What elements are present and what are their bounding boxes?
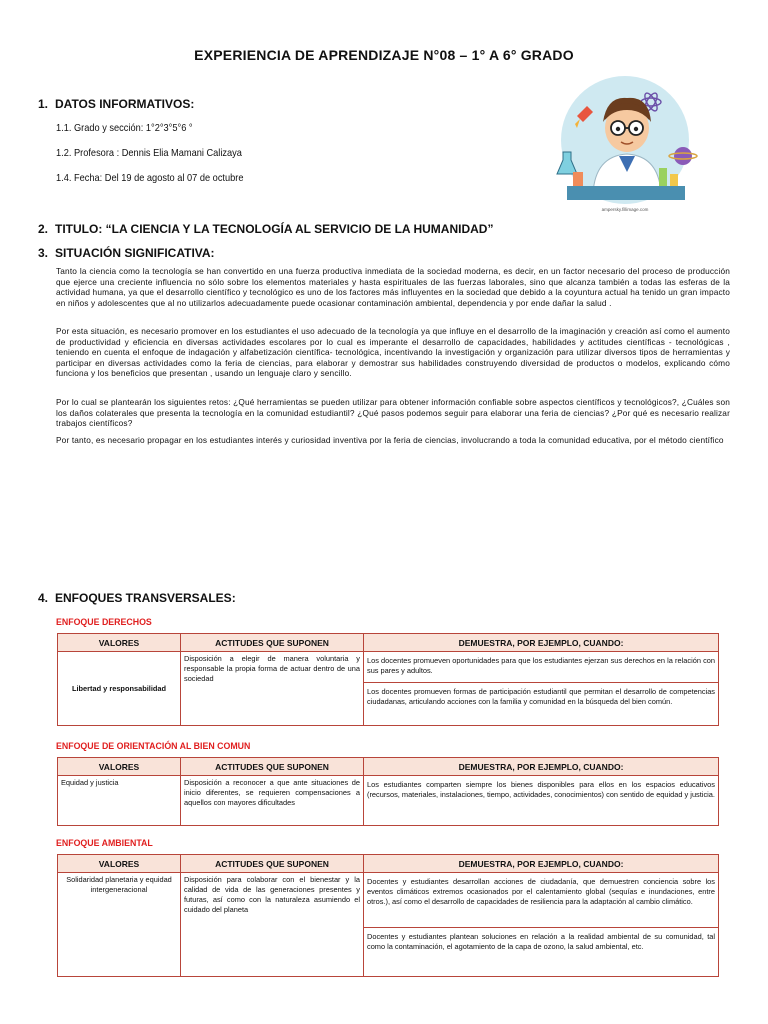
- section-situacion: [38, 246, 215, 260]
- demuestra-cell: Docentes y estudiantes desarrollan acciones de ciudadanía, que demuestren conciencia sobre los eventos climáticos extremos ocasionados por el calentamiento global (sequías e inundaciones, entre otros.), así como el desarrollo de capacidades de resiliencia para la adaptación al cambio climático.: [364, 873, 719, 928]
- situacion-paragraph-4: Por tanto, es necesario propagar en los estudiantes interés y curiosidad inventiva por la feria de ciencias, involucrando a toda la comunidad educativa, por el método científico: [56, 435, 724, 445]
- header-demuestra: DEMUESTRA, POR EJEMPLO, CUANDO:: [364, 758, 719, 776]
- header-demuestra: DEMUESTRA, POR EJEMPLO, CUANDO:: [364, 634, 719, 652]
- header-actitudes: ACTITUDES QUE SUPONEN: [181, 855, 364, 873]
- section-number: 1.: [38, 97, 49, 111]
- scientist-image: [547, 76, 703, 216]
- table-header-row: [58, 758, 719, 776]
- situacion-paragraph-3: Por lo cual se plantearán los siguientes retos: ¿Qué herramientas se pueden utilizar para obtener información confiable sobre aspectos científicos y tecnológicos?, ¿Cuáles son los daños colaterales que presenta la tecnología en la comunidad estudiantil? ¿Qué pasos podemos seguir para elaborar una feria de ciencias? ¿Por qué es necesario realizar trabajos científicos?: [56, 397, 730, 429]
- demuestra-cell: Los docentes promueven formas de participación estudiantil que permitan el desarrollo de competencias ciudadanas, articulando acciones con la familia y comunidad en la búsqueda del bien común.: [364, 683, 719, 726]
- header-demuestra: DEMUESTRA, POR EJEMPLO, CUANDO:: [364, 855, 719, 873]
- header-valores: VALORES: [58, 855, 181, 873]
- demuestra-cell: Docentes y estudiantes plantean soluciones en relación a la realidad ambiental de su comunidad, tal como la contaminación, el agotamiento de la capa de ozono, la salud ambiental, etc.: [364, 928, 719, 977]
- enfoque-ambiental-label: ENFOQUE AMBIENTAL: [56, 838, 153, 848]
- enfoque-derechos-label: ENFOQUE DERECHOS: [56, 617, 152, 627]
- header-actitudes: ACTITUDES QUE SUPONEN: [181, 634, 364, 652]
- situacion-paragraph-2: Por esta situación, es necesario promover en los estudiantes el uso adecuado de la tecnología ya que influye en el desarrollo de la imaginación y creación así como el aumento de productividad y eficiencia en diversas actividades escolares por lo cual es imperante el desarrollo de capacidades, habilidades y actitudes científicas - tecnológicas , teniendo en cuenta el enfoque de indagación y alfabetización científica- tecnológica, incentivando la investigación y organización para utilizar diversos tipos de herramientas y participar en diversas actividades como la feria de ciencias, para elaborar y demostrar sus habilidades construyendo diversidad de productos o modelos, explicando cómo funciona y los beneficios que presentan , usando un lenguaje claro y sencillo.: [56, 326, 730, 379]
- demuestra-cell: Los docentes promueven oportunidades para que los estudiantes ejerzan sus derechos en la relación con sus pares y adultos.: [364, 652, 719, 683]
- header-valores: VALORES: [58, 634, 181, 652]
- info-fecha: 1.4. Fecha: Del 19 de agosto al 07 de octubre: [56, 172, 244, 184]
- section-number: 3.: [38, 246, 49, 260]
- header-actitudes: ACTITUDES QUE SUPONEN: [181, 758, 364, 776]
- table-row: [58, 873, 719, 928]
- situacion-paragraph-1: Tanto la ciencia como la tecnología se han convertido en una fuerza productiva inmediata de la sociedad moderna, es decir, en un factor necesario del proceso de producción que ejerce una creciente influencia no sólo sobre los elementos materiales y hasta espirituales de las fuerzas laborales, sino que alcanza también a todas las esferas de la actividad humana, ya que el desarrollo científico y tecnológico es uno de los factores más influyentes en la sociedad que debido a la coyuntura actual ha tenido un gran impacto en niños y adolescentes que al no utilizarlos adecuadamente puede ocasionar contaminación ambiental, dependencia y por ende dañar la salud .: [56, 266, 730, 308]
- section-datos-informativos: [38, 97, 194, 111]
- page-title: EXPERIENCIA DE APRENDIZAJE N°08 – 1° A 6° GRADO: [194, 47, 574, 63]
- enfoque-bien-comun-table: [57, 757, 719, 826]
- table-header-row: [58, 855, 719, 873]
- actitud-cell: Disposición para colaborar con el bienestar y la calidad de vida de las generaciones presentes y futuras, así como con la naturaleza asumiendo el cuidado del planeta: [181, 873, 364, 977]
- table-row: [58, 776, 719, 826]
- enfoque-bien-comun-label: ENFOQUE DE ORIENTACIÓN AL BIEN COMUN: [56, 741, 251, 751]
- valor-cell: Equidad y justicia: [58, 776, 181, 826]
- section-heading: ENFOQUES TRANSVERSALES:: [55, 591, 236, 605]
- section-heading: TITULO: “LA CIENCIA Y LA TECNOLOGÍA AL SERVICIO DE LA HUMANIDAD”: [55, 222, 494, 236]
- enfoque-ambiental-table: [57, 854, 719, 977]
- demuestra-cell: Los estudiantes comparten siempre los bienes disponibles para ellos en los espacios educativos (recursos, materiales, instalaciones, tiempo, actividades, conocimientos) con sentido de equidad y justicia.: [364, 776, 719, 826]
- actitud-cell: Disposición a elegir de manera voluntaria y responsable la propia forma de actuar dentro de una sociedad: [181, 652, 364, 726]
- table-header-row: [58, 634, 719, 652]
- valor-cell: Libertad y responsabilidad: [58, 652, 181, 726]
- enfoque-derechos-table: [57, 633, 719, 726]
- table-row: [58, 652, 719, 683]
- info-grado: 1.1. Grado y sección: 1°2°3°5°6 °: [56, 122, 193, 134]
- info-profesora: 1.2. Profesora : Dennis Elia Mamani Calizaya: [56, 147, 242, 159]
- scientist-illustration: [547, 76, 703, 216]
- section-enfoques: [38, 591, 236, 605]
- valor-cell: Solidaridad planetaria y equidad intergeneracional: [58, 873, 181, 977]
- section-heading: SITUACIÓN SIGNIFICATIVA:: [55, 246, 215, 260]
- section-heading: DATOS INFORMATIVOS:: [55, 97, 195, 111]
- header-valores: VALORES: [58, 758, 181, 776]
- illustration-caption: ampersky.fillimage.com: [601, 207, 649, 212]
- section-number: 2.: [38, 222, 49, 236]
- actitud-cell: Disposición a reconocer a que ante situaciones de inicio diferentes, se requieren compensaciones a aquellos con mayores dificultades: [181, 776, 364, 826]
- section-titulo: [38, 222, 493, 236]
- section-number: 4.: [38, 591, 49, 605]
